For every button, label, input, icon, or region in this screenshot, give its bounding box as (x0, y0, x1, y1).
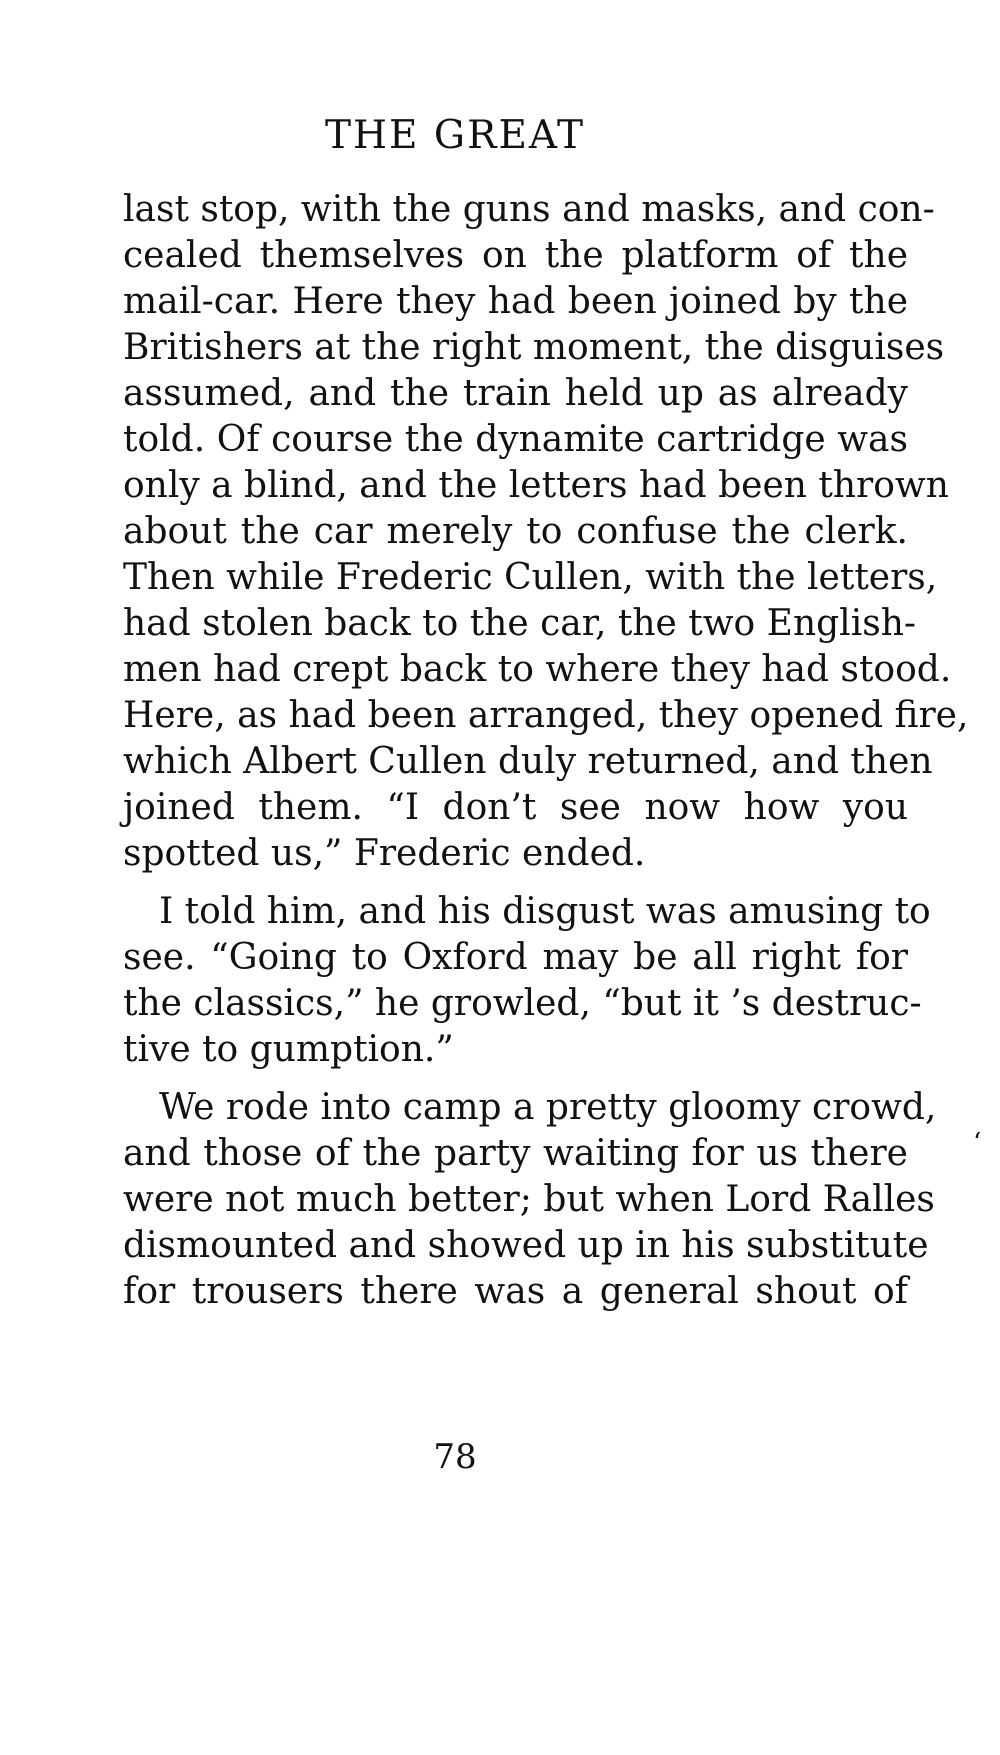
text-line: We rode into camp a pretty gloomy crowd, (159, 1087, 937, 1128)
text-line: Here, as had been arranged, they opened fire, (123, 695, 969, 736)
text-line: which Albert Cullen duly returned, and then (123, 741, 933, 782)
page-number: 78 (433, 1437, 477, 1477)
text-line: the classics,” he growled, “but it ’s destruc- (123, 983, 922, 1024)
text-line: Britishers at the right moment, the disguises (123, 327, 945, 368)
margin-mark: ‘ (973, 1128, 982, 1158)
text-line: spotted us,” Frederic ended. (123, 833, 646, 874)
text-line: joined them. “I don’t see now how you (123, 787, 908, 828)
body-text (123, 187, 969, 1315)
paragraph (123, 889, 931, 1073)
paragraph-gap (123, 877, 908, 889)
text-line: about the car merely to confuse the clerk. (123, 511, 908, 552)
text-line: men had crept back to where they had stood. (123, 649, 952, 690)
text-line: mail-car. Here they had been joined by the (123, 281, 908, 322)
text-line: had stolen back to the car, the two English- (123, 603, 917, 644)
text-line: I told him, and his disgust was amusing to (159, 891, 931, 932)
text-line: were not much better; but when Lord Ralles (123, 1179, 935, 1220)
text-line: for trousers there was a general shout of (123, 1271, 908, 1312)
paragraph (123, 187, 969, 877)
text-line: assumed, and the train held up as already (123, 373, 908, 414)
text-line: tive to gumption.” (123, 1029, 454, 1070)
text-line: see. “Going to Oxford may be all right for (123, 937, 908, 978)
text-line: told. Of course the dynamite cartridge was (123, 419, 908, 460)
text-line: only a blind, and the letters had been thrown (123, 465, 949, 506)
text-line: dismounted and showed up in his substitute (123, 1225, 929, 1266)
running-head: THE GREAT (325, 113, 585, 158)
text-line: last stop, with the guns and masks, and con- (123, 189, 935, 230)
text-line: Then while Frederic Cullen, with the letters, (123, 557, 938, 598)
paragraph-gap (123, 1073, 908, 1085)
text-line: and those of the party waiting for us there (123, 1133, 908, 1174)
text-line: cealed themselves on the platform of the (123, 235, 908, 276)
paragraph (123, 1085, 937, 1315)
